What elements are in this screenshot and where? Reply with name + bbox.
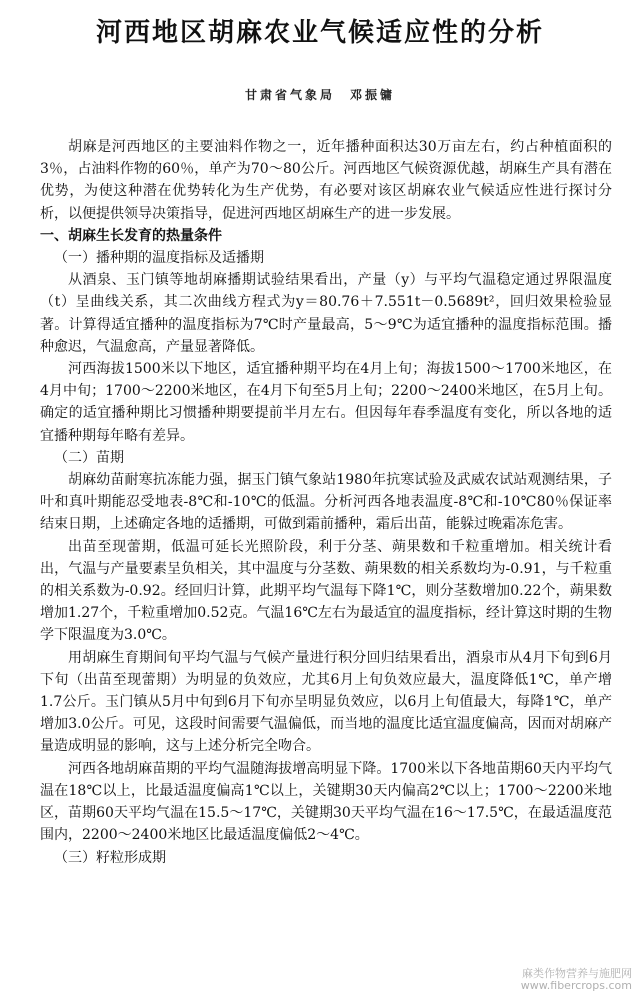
paragraph-regression: 用胡麻生育期间旬平均气温与气候产量进行积分回归结果看出，酒泉市从4月下旬到6月下旬（出苗至现蕾期）为明显的负效应，尤其6月上旬负效应最大，温度降低1℃，单产增1.7公斤。玉门镇从5月中旬到6月下旬亦呈明显负效应，以6月上旬值最大，每降1℃，单产增加3.0公斤。可见，这段时间需要气温偏低，而当地的温度比适宜温度偏高，因而对胡麻产量造成明显的影响，这与上述分析完全吻合。 [40, 649, 612, 755]
section-heading-1: 一、胡麻生长发育的热量条件 [40, 227, 222, 244]
paragraph-budding-stage: 出苗至现蕾期，低温可延长光照阶段，利于分茎、蒴果数和千粒重增加。相关统计看出，气温与产量要素呈负相关，其中温度与分茎数、蒴果数的相关系数均为-0.91，与千粒重的相关系数为-0.92。经回归计算，此期平均气温每下降1℃，则分茎数增加0.22个，蒴果数增加1.27个，千粒重增加0.52克。气温16℃左右为最适宜的温度指标，经计算这时期的生物学下限温度为3.0℃。 [40, 538, 612, 644]
paper-body [40, 136, 612, 869]
intro-paragraph: 胡麻是河西地区的主要油料作物之一，近年播种面积达30万亩左右，约占种植面积的3％，占油料作物的60％，单产为70～80公斤。河西地区气候资源优越，胡麻生产具有潜在优势，为使这种潜在优势转化为生产优势，有必要对该区胡麻农业气候适应性进行探讨分析，以便提供领导决策指导，促进河西地区胡麻生产的进一步发展。 [40, 139, 612, 222]
paper-title: 河西地区胡麻农业气候适应性的分析 [95, 18, 544, 48]
site-watermark [521, 968, 632, 992]
paragraph-cold-tolerance: 胡麻幼苗耐寒抗冻能力强，据玉门镇气象站1980年抗寒试验及武威农试站观测结果，子叶和真叶期能忍受地表-8℃和-10℃的低温。分析河西各地表温度-8℃和-10℃80％保证率结束日期，上述确定各地的适播期，可做到霜前播种，霜后出苗，能躲过晚霜冻危害。 [40, 472, 612, 533]
subsection-heading-sowing: （一）播种期的温度指标及适播期 [54, 250, 264, 267]
watermark-url: www.fibercrops.com [520, 979, 632, 992]
watermark-name: 麻类作物营养与施肥网 [522, 967, 632, 980]
paragraph-altitude: 河西各地胡麻苗期的平均气温随海拔增高明显下降。1700米以下各地苗期60天内平均气温在18℃以上，比最适温度偏高1℃以上，关键期30天内偏高2℃以上；1700～2200米地区，苗期60天平均气温在15.5～17℃，关键期30天平均气温在16～17.5℃，在最适温度范围内，2200～2400米地区比最适温度偏低2～4℃。 [40, 760, 612, 844]
paragraph-sowing-temperature: 从酒泉、玉门镇等地胡麻播期试验结果看出，产量（y）与平均气温稳定通过界限温度（t）呈曲线关系，其二次曲线方程式为y＝80.76＋7.551t－0.5689t²，回归效果检验显著。计算得适宜播种的温度指标为7℃时产量最高，5～9℃为适宜播种的温度指标范围。播种愈迟，气温愈高，产量显著降低。 [40, 272, 612, 355]
paragraph-sowing-dates: 河西海拔1500米以下地区，适宜播种期平均在4月上旬；海拔1500～1700米地区，在4月中旬；1700～2200米地区，在4月下旬至5月上旬；2200～2400米地区，在5月上旬。确定的适宜播种期比习惯播种期要提前半月左右。但因每年春季温度有变化，所以各地的适宜播种期每年略有差异。 [40, 361, 612, 444]
author-line: 甘肃省气象局 邓振镛 [244, 88, 395, 102]
subsection-heading-seedling: （二）苗期 [54, 449, 124, 466]
subsection-heading-grain: （三）籽粒形成期 [54, 849, 166, 866]
